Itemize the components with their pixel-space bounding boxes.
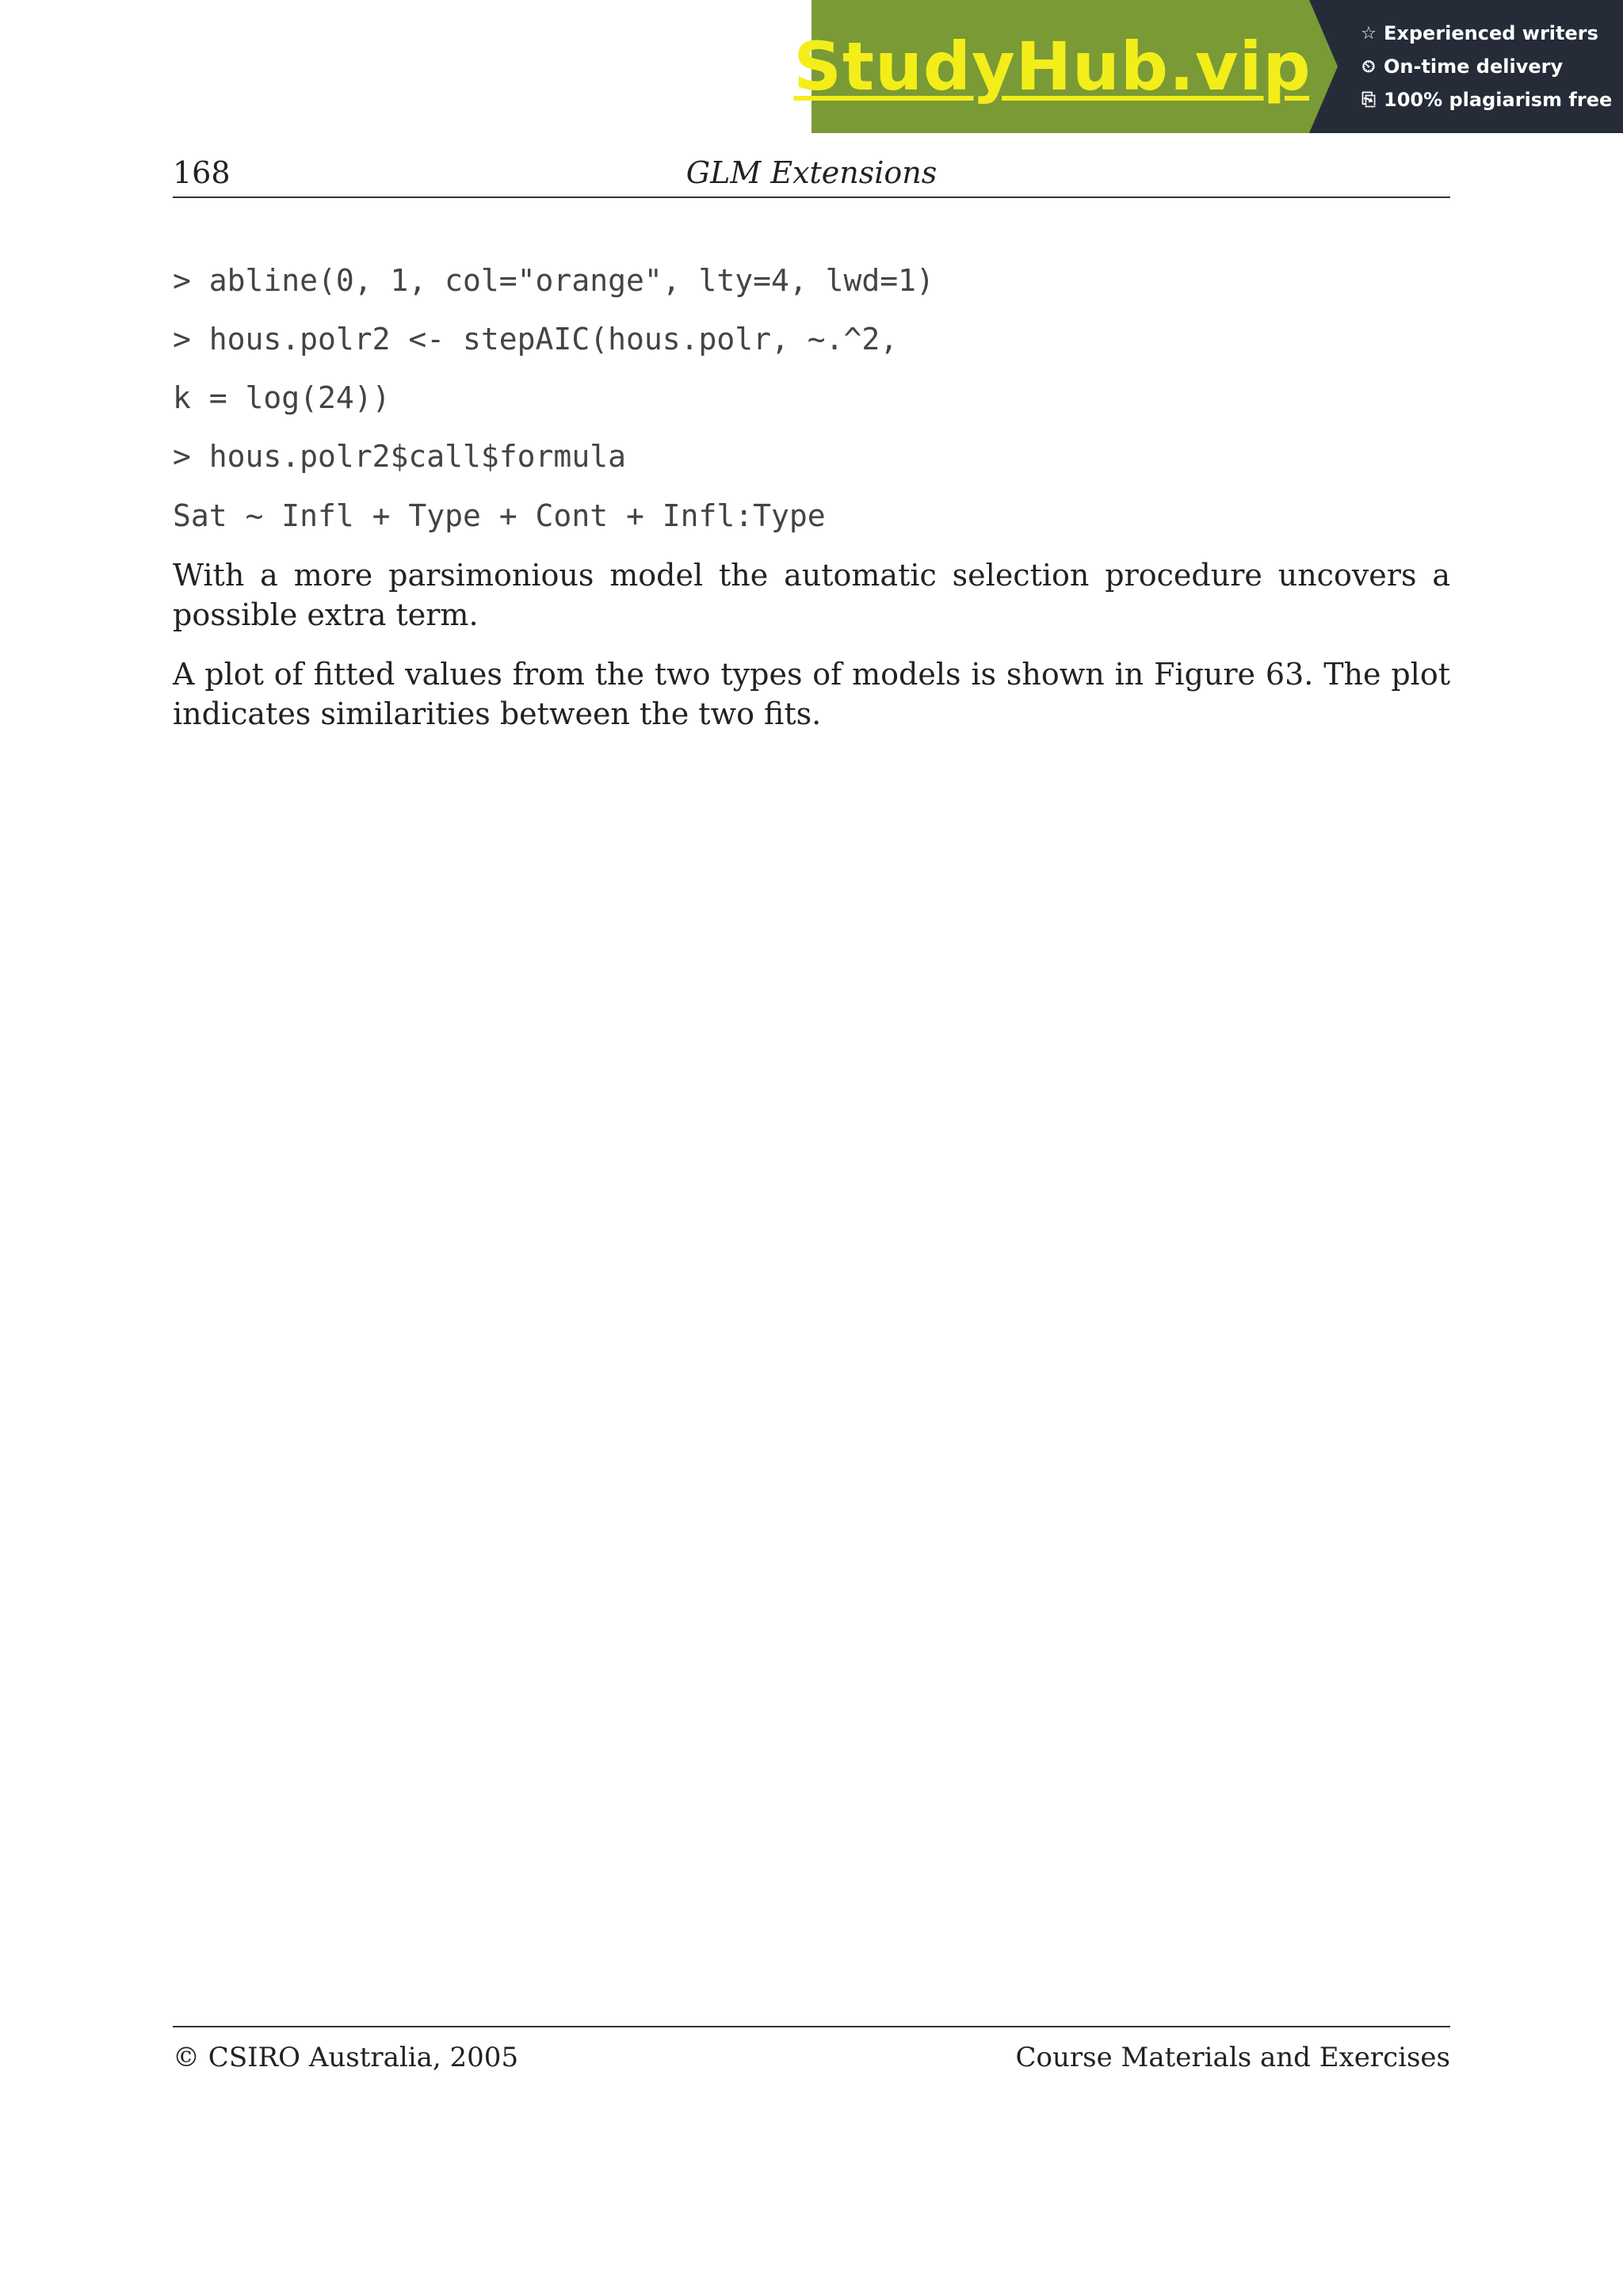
- code-line: > abline(0, 1, col="orange", lty=4, lwd=1): [173, 263, 934, 298]
- banner-arrow-shape: [1309, 0, 1338, 133]
- feature-label: On-time delivery: [1384, 55, 1564, 78]
- code-line: > hous.polr2$call$formula: [173, 439, 626, 474]
- banner-brand-area[interactable]: [793, 0, 1312, 133]
- running-title: GLM Extensions: [685, 155, 938, 190]
- feature-label: Experienced writers: [1384, 22, 1598, 44]
- page-header: [173, 151, 1450, 198]
- feature-plagiarism-free: [1358, 87, 1623, 113]
- code-line: k = log(24)): [173, 380, 391, 415]
- studyhub-banner[interactable]: [793, 0, 1623, 133]
- feature-on-time-delivery: [1358, 54, 1623, 79]
- banner-features: [1309, 0, 1623, 133]
- feature-label: 100% plagiarism free: [1384, 89, 1613, 111]
- brand-logo[interactable]: StudyHub.vip: [793, 28, 1312, 105]
- page-number: 168: [173, 155, 231, 190]
- body-paragraph: A plot of fitted values from the two types of models is shown in Figure 63. The plot indicates similarities between the two fits.: [173, 657, 1450, 731]
- footer-course-title: Course Materials and Exercises: [1015, 2042, 1450, 2073]
- code-output-line: Sat ~ Infl + Type + Cont + Infl:Type: [173, 498, 826, 533]
- code-line: > hous.polr2 <- stepAIC(hous.polr, ~.^2,: [173, 322, 899, 357]
- feature-experienced-writers: [1358, 21, 1623, 46]
- copyright-notice: © CSIRO Australia, 2005: [173, 2042, 519, 2073]
- page-footer: [173, 2026, 1450, 2075]
- clock-icon: ⏲: [1361, 56, 1376, 77]
- document-icon: ⎘: [1361, 90, 1376, 110]
- star-icon: ☆: [1361, 23, 1377, 44]
- body-paragraph: With a more parsimonious model the automatic selection procedure uncovers a possible extra term.: [173, 558, 1450, 632]
